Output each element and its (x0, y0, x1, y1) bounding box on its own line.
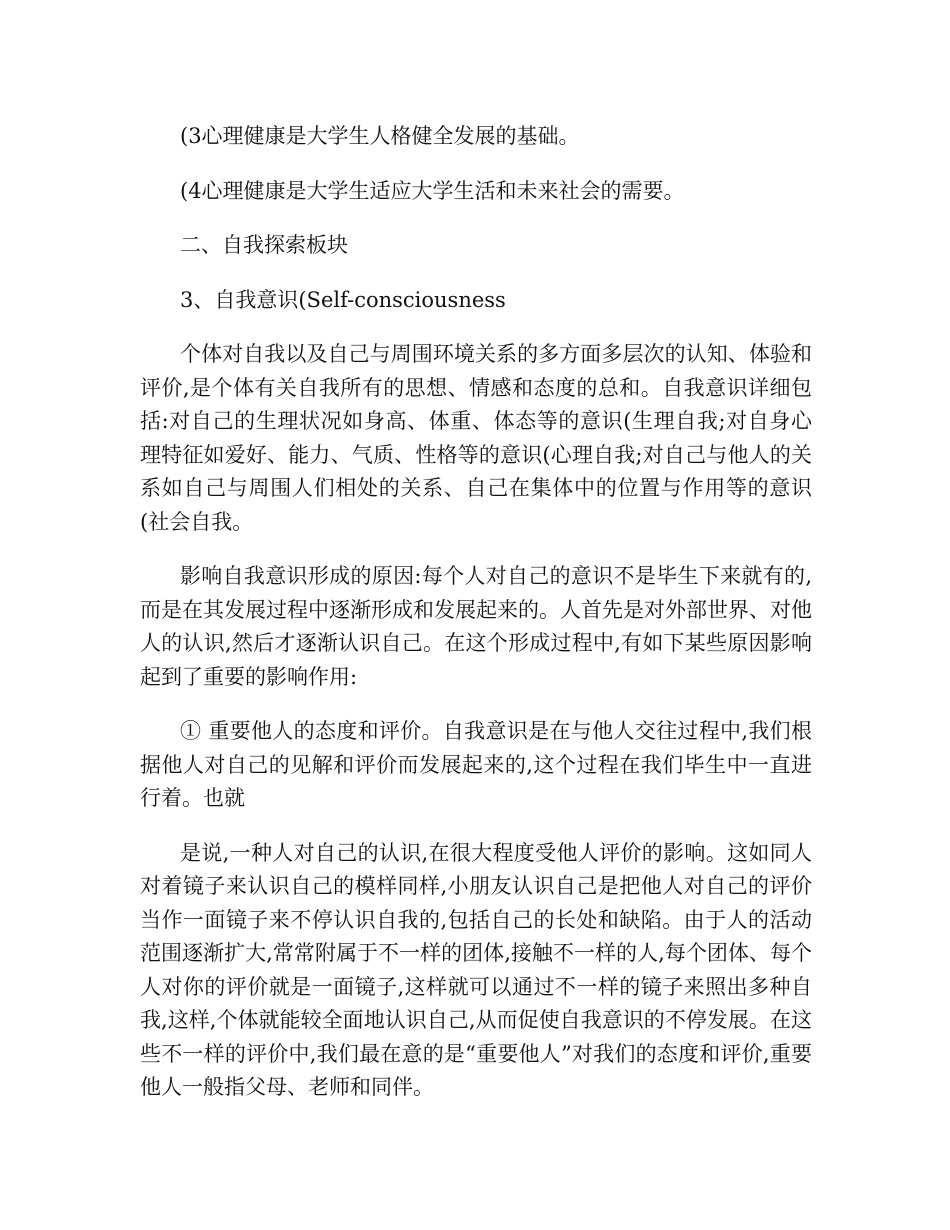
paragraph-mental-health-4: (4心理健康是大学生适应大学生活和未来社会的需要。 (180, 178, 685, 203)
subheading-self-consciousness: 3、自我意识(Self-consciousness (180, 287, 506, 312)
paragraph-factor-1: ① 重要他人的态度和评价。自我意识是在与他人交往过程中,我们根据他人对自己的见解和评价而发展起来的,这个过程在我们毕生中一直进行着。也就 (140, 719, 812, 810)
paragraph-influencing-factors: 影响自我意识形成的原因:每个人对自己的意识不是毕生下来就有的,而是在其发展过程中逐渐形成和发展起来的。人首先是对外部世界、对他人的认识,然后才逐渐认识自己。在这个形成过程中,有如下某些原因影响起到了重要的影响作用: (140, 564, 812, 689)
paragraph-mental-health-3: (3心理健康是大学生人格健全发展的基础。 (180, 124, 580, 148)
section-heading-self-exploration: 二、自我探索板块 (180, 233, 348, 257)
document-body (140, 120, 812, 1126)
paragraph-factor-1-continued: 是说,一种人对自己的认识,在很大程度受他人评价的影响。这如同人对着镜子来认识自己的模样同样,小朋友认识自己是把他人对自己的评价当作一面镜子来不停认识自我的,包括自己的长处和缺陷。由于人的活动范围逐渐扩大,常常附属于不一样的团体,接触不一样的人,每个团体、每个人对你的评价就是一面镜子,这样就可以通过不一样的镜子来照出多种自我,这样,个体就能较全面地认识自己,从而促使自我意识的不停发展。在这些不一样的评价中,我们最在意的是“重要他人”对我们的态度和评价,重要他人一般指父母、老师和同伴。 (140, 840, 812, 1099)
paragraph-self-consciousness-definition: 个体对自我以及自己与周围环境关系的多方面多层次的认知、体验和评价,是个体有关自我所有的思想、情感和态度的总和。自我意识详细包括:对自己的生理状况如身高、体重、体态等的意识(生理自我;对自身心理特征如爱好、能力、气质、性格等的意识(心理自我;对自己与他人的关系如自己与周围人们相处的关系、自己在集体中的位置与作用等的意识(社会自我。 (140, 342, 812, 534)
